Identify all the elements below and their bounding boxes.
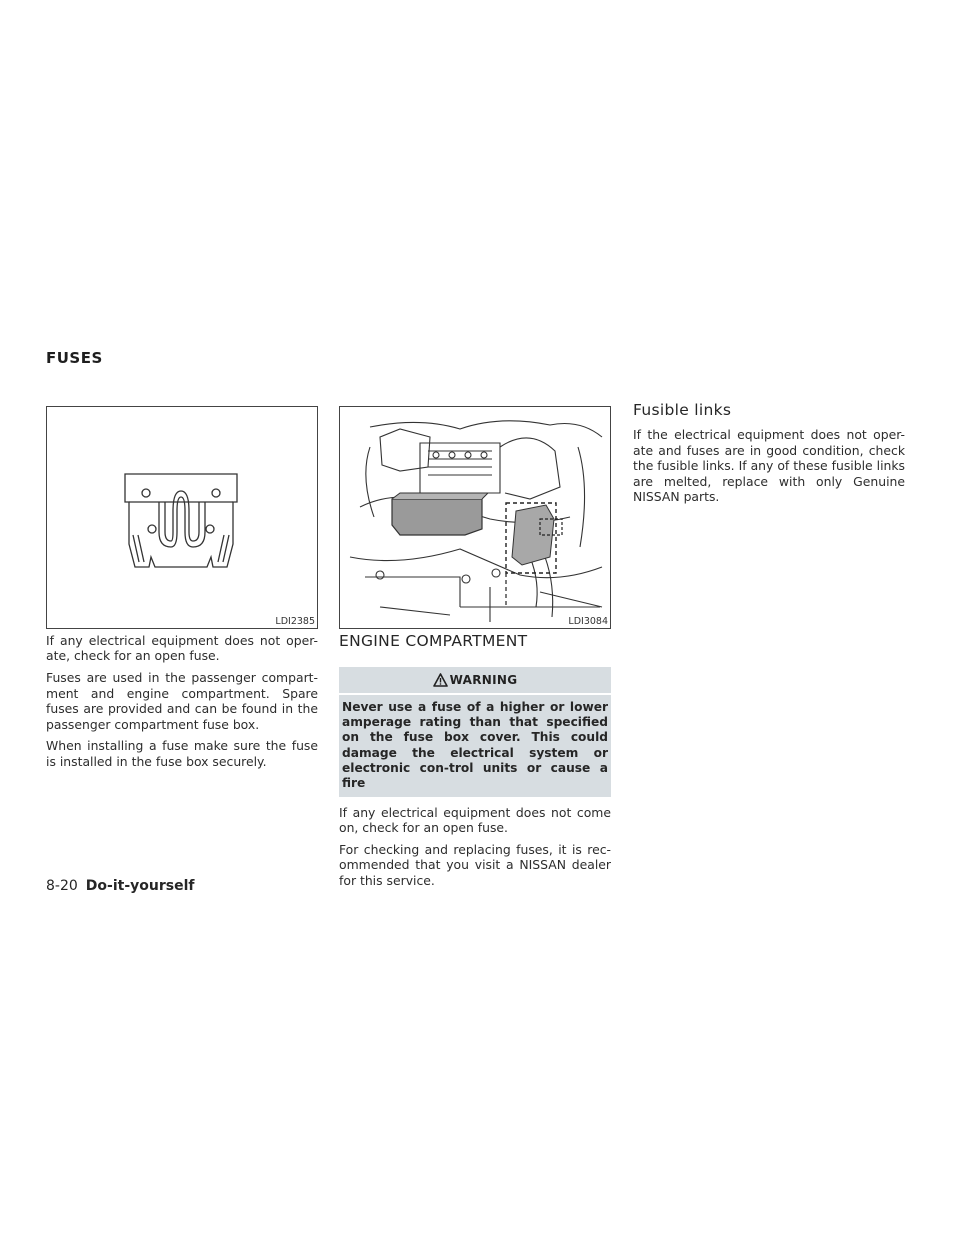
column-2 <box>339 634 611 895</box>
paragraph: Fuses are used in the passenger compart-ment and engine compartment. Spare fuses are provided and can be found in the passenger compartment fuse box. <box>46 670 318 732</box>
chapter-title: Do-it-yourself <box>85 878 195 894</box>
figure-code: LDI2385 <box>275 616 315 627</box>
page-number: 8-20 <box>46 878 78 894</box>
engine-drawing <box>340 407 610 628</box>
section-title: FUSES <box>46 349 103 367</box>
paragraph: If any electrical equipment does not oper-ate, check for an open fuse. <box>46 633 318 664</box>
warning-text: Never use a fuse of a higher or lower amperage rating than that specified on the fuse box cover. This could damage the electrical system or electronic con-trol units or cause a fire <box>339 693 611 797</box>
fusible-links-heading: Fusible links <box>633 401 732 419</box>
page-footer <box>46 878 194 894</box>
warning-label: WARNING <box>449 673 518 688</box>
warning-triangle-icon <box>433 673 448 687</box>
paragraph: If any electrical equipment does not come on, check for an open fuse. <box>339 804 611 835</box>
paragraph: If the electrical equipment does not oper-ate and fuses are in good condition, check the fusible links. If any of these fusible links are melted, replace with only Genuine NISSAN parts. <box>633 427 905 505</box>
column-3 <box>633 403 905 511</box>
warning-header <box>339 667 611 692</box>
paragraph: When installing a fuse make sure the fuse is installed in the fuse box securely. <box>46 738 318 769</box>
paragraph: For checking and replacing fuses, it is rec-ommended that you visit a NISSAN dealer for this service. <box>339 841 611 888</box>
fuse-drawing <box>47 407 317 628</box>
engine-compartment-heading: ENGINE COMPARTMENT <box>339 632 528 650</box>
engine-figure <box>339 406 611 629</box>
figure-code: LDI3084 <box>568 616 608 627</box>
warning-box <box>339 667 611 796</box>
column-1 <box>46 633 318 776</box>
fuse-figure <box>46 406 318 629</box>
